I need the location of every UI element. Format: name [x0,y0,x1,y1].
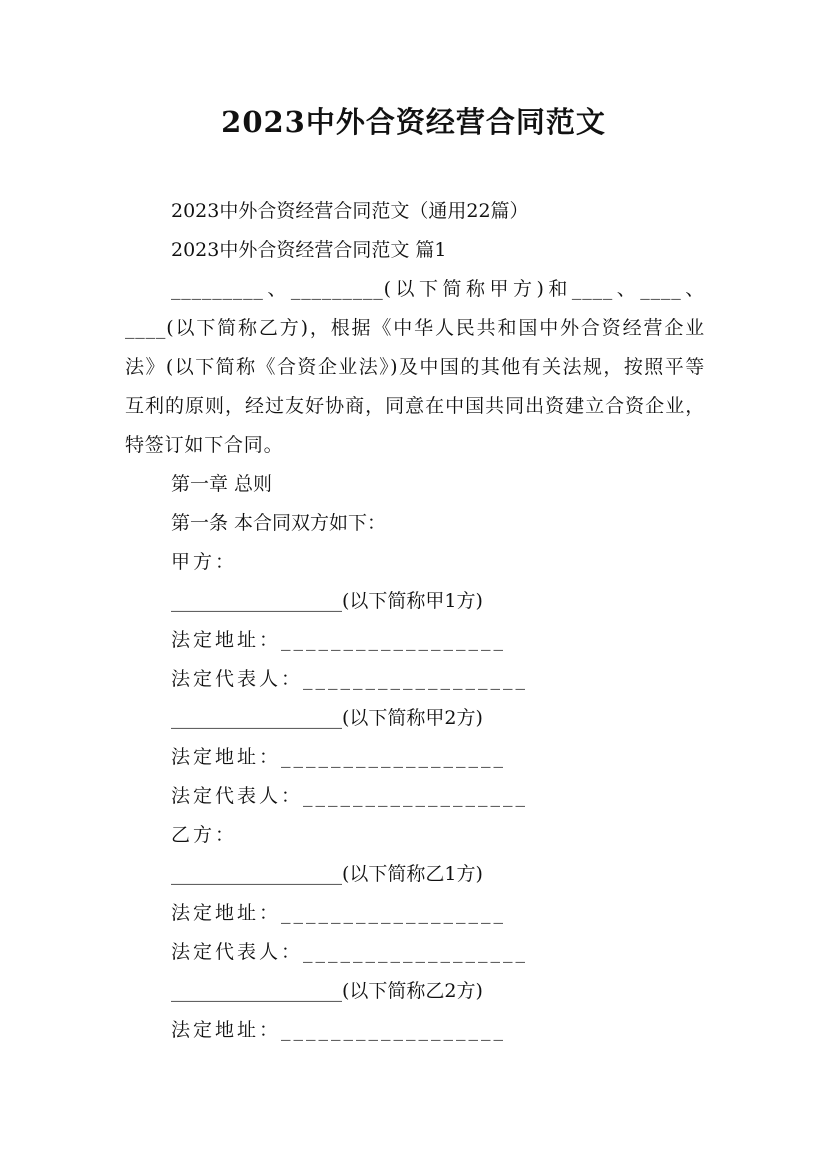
party-a2-name: __________________(以下简称甲2方) [171,707,483,729]
chapter-heading: 第一章 总则 [171,473,273,495]
party-b1-rep: 法定代表人：__________________ [171,941,529,963]
intro-paragraph: _________、_________(以下简称甲方)和____、____、____(以下简称乙方)，根据《中华人民共和国中外合资经营企业法》(以下简称《合资企业法》)及中国的其他有关法规，按照平等互利的原则，经过友好协商，同意在中国共同出资建立合资企业，特签订如下合同。 [125,278,705,456]
party-a1-address: 法定地址：__________________ [171,629,507,651]
document-title: 2023中外合资经营合同范文 [221,105,606,139]
party-a-label: 甲方： [171,551,238,573]
document-body [125,192,705,1050]
subtitle: 2023中外合资经营合同范文（通用22篇） [171,200,529,222]
article-1: 第一条 本合同双方如下： [171,512,387,534]
party-a1-rep: 法定代表人：__________________ [171,668,529,690]
party-a2-address: 法定地址：__________________ [171,746,507,768]
section-heading: 2023中外合资经营合同范文 篇1 [171,239,447,261]
party-b2-name: __________________(以下简称乙2方) [171,980,483,1002]
party-b2-address: 法定地址：__________________ [171,1019,507,1041]
party-b1-name: __________________(以下简称乙1方) [171,863,483,885]
party-a2-rep: 法定代表人：__________________ [171,785,529,807]
party-b-label: 乙方： [171,824,238,846]
party-a1-name: __________________(以下简称甲1方) [171,590,483,612]
party-b1-address: 法定地址：__________________ [171,902,507,924]
